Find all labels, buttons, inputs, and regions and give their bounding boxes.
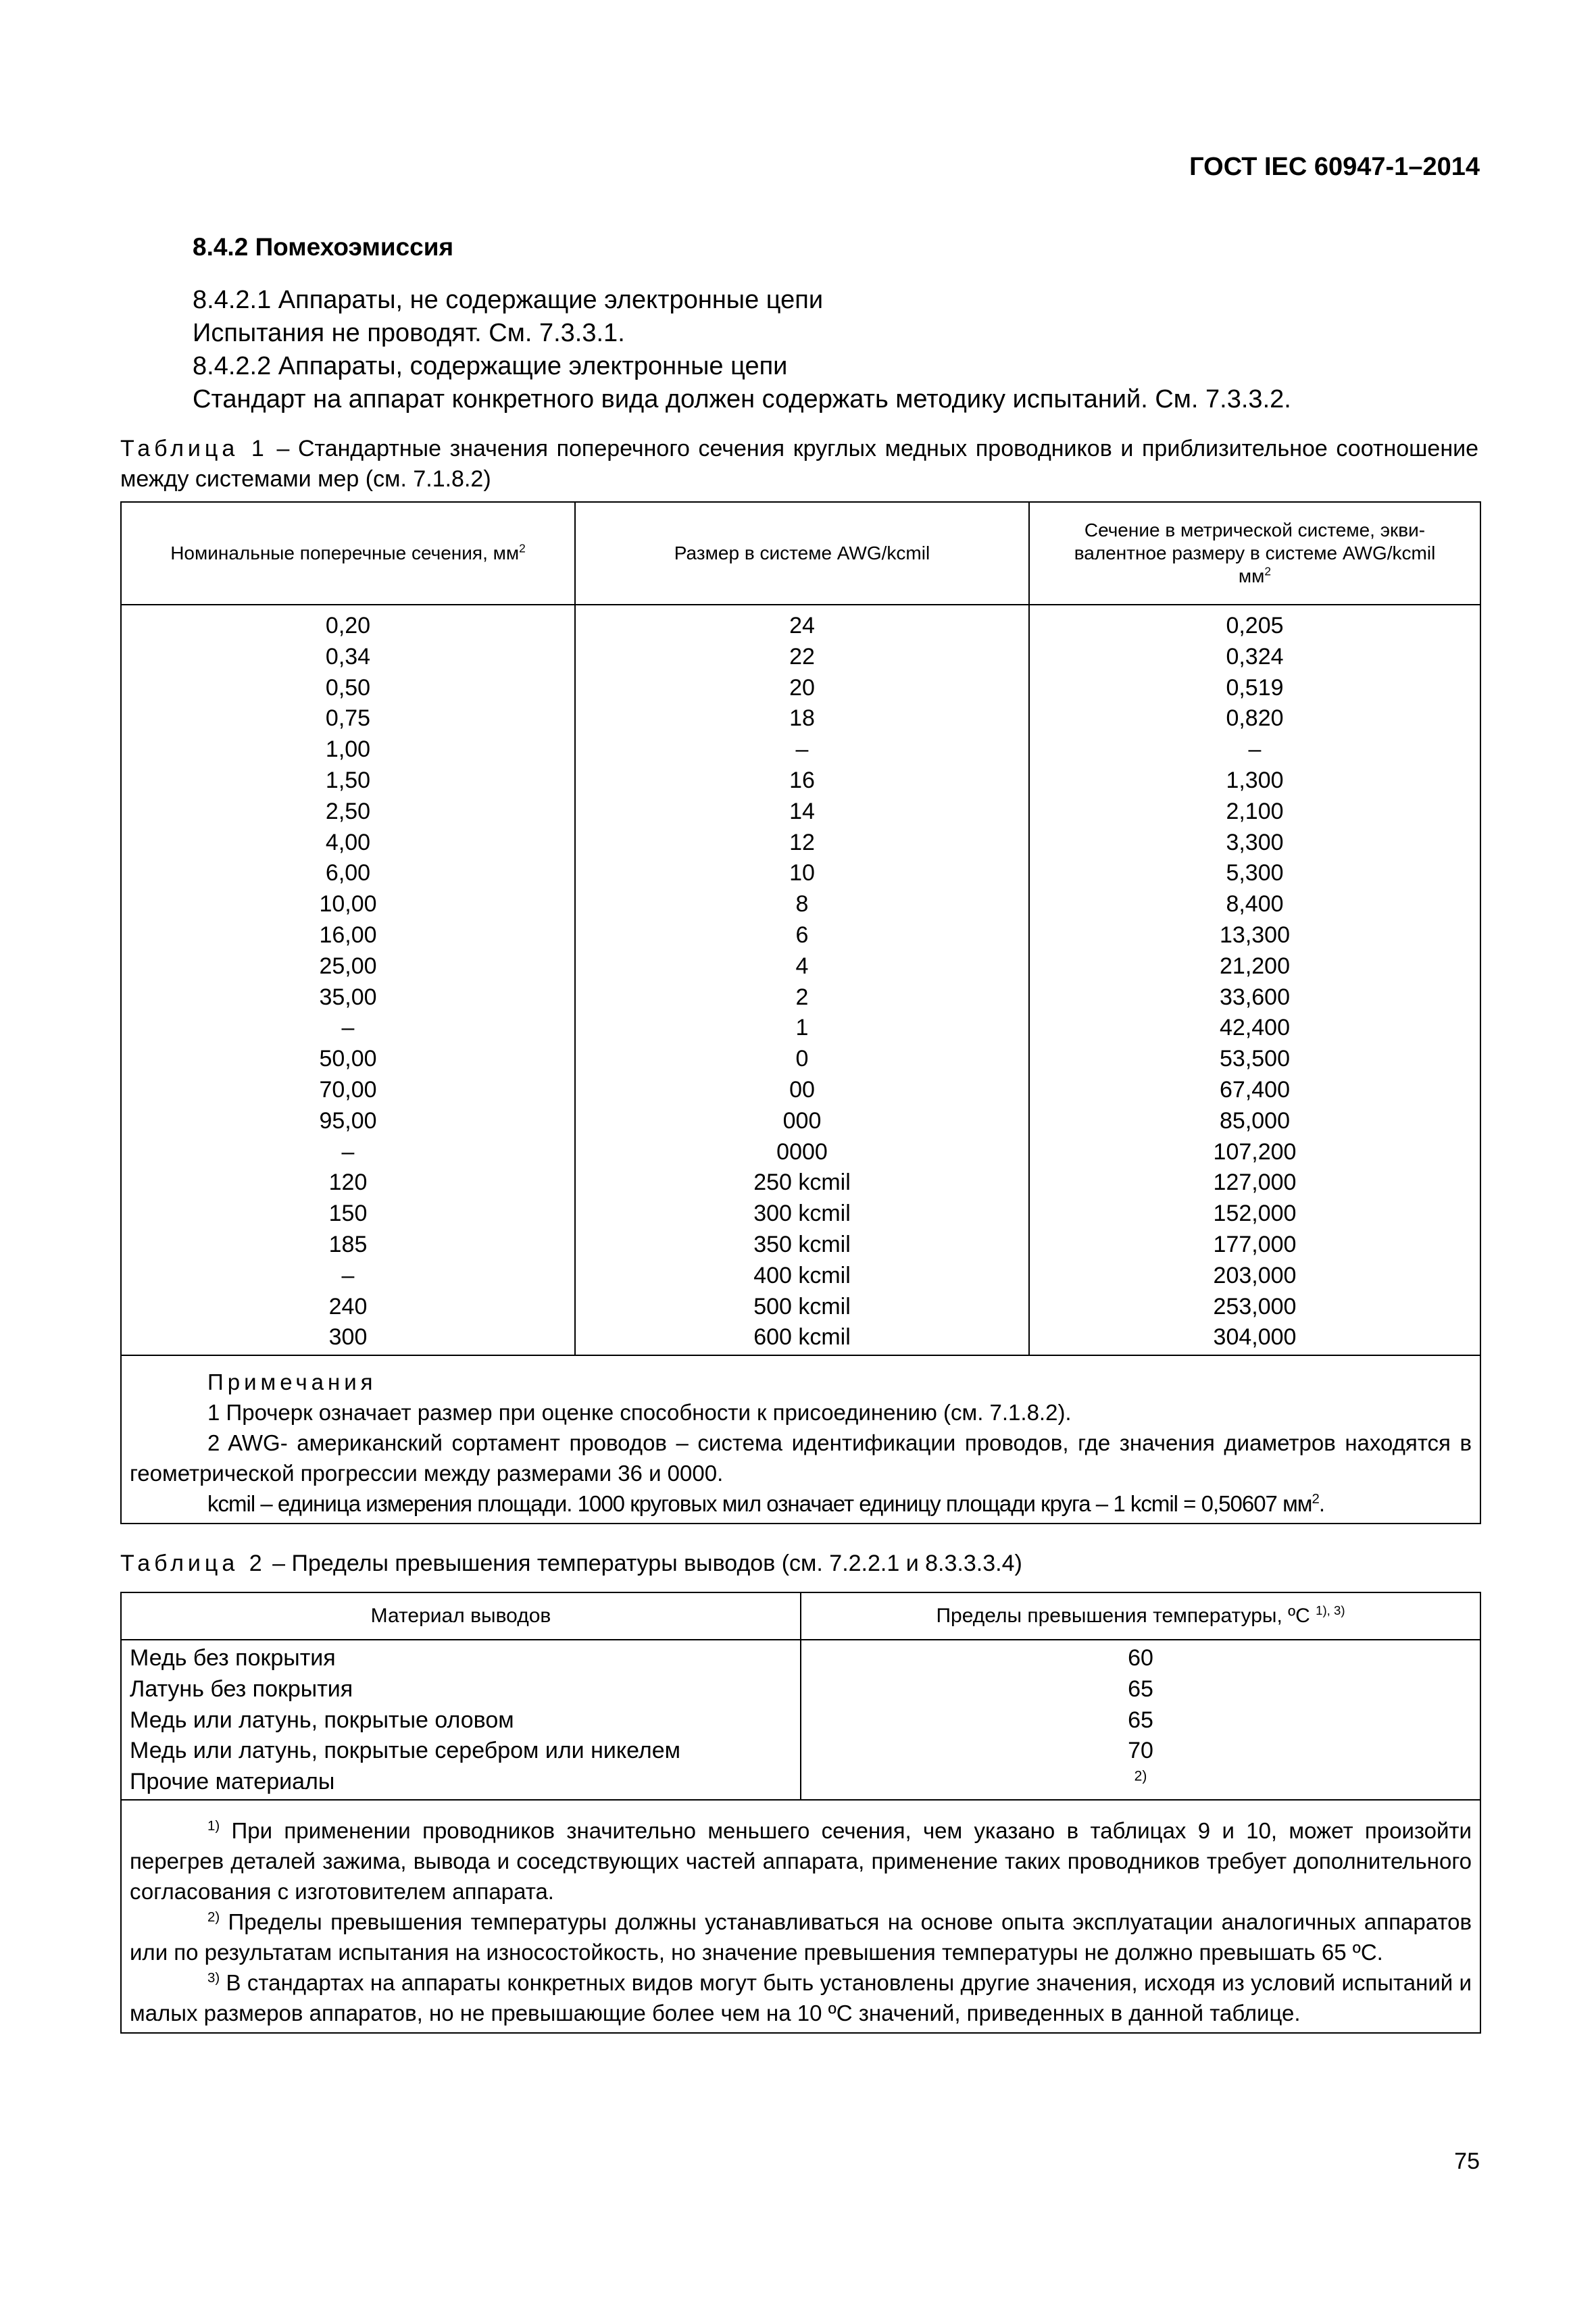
table1-cell-metric-equivalent: – (1248, 736, 1262, 763)
table1-cell-metric-equivalent: 67,400 (1220, 1076, 1290, 1103)
table2-cell-limit: 65 (1128, 1707, 1153, 1733)
table1-cell-awg-size: 300 kcmil (753, 1201, 851, 1227)
table1-label: Таблица 1 (120, 436, 268, 461)
table2-cell-material: Медь без покрытия (130, 1645, 336, 1671)
table1-notes (121, 1355, 1480, 1524)
table1-cell-awg-size: 20 (789, 674, 815, 701)
body-line: Испытания не проводят. См. 7.3.3.1. (193, 319, 625, 347)
table2-cell-material: Прочие материалы (130, 1769, 335, 1795)
table1-cell-cross-section: 50,00 (319, 1046, 377, 1072)
table1-cell-metric-equivalent: 13,300 (1220, 922, 1290, 948)
table2-caption (120, 1549, 1478, 1579)
table1-cell-cross-section: 1,00 (325, 736, 371, 763)
table1-body-row (121, 605, 1480, 1355)
table1-cell-awg-size: 10 (789, 860, 815, 886)
table1-cell-metric-equivalent: 0,820 (1226, 705, 1284, 732)
table1-cell-metric-equivalent: 53,500 (1220, 1046, 1290, 1072)
table1-cell-awg-size: 500 kcmil (753, 1293, 851, 1319)
table2-header-row (121, 1592, 1480, 1640)
table1-cell-metric-equivalent: 0,205 (1226, 613, 1284, 638)
table1-header-row (121, 502, 1480, 605)
table1-cell-metric-equivalent: 177,000 (1213, 1231, 1297, 1257)
table1-cell-metric-equivalent: 1,300 (1226, 767, 1284, 793)
table1-cell-cross-section: 1,50 (325, 767, 371, 793)
table1-header-col1: Номинальные поперечные сечения, $мм^2$ (121, 502, 575, 605)
table1-cell-awg-size: 12 (789, 829, 815, 855)
table2-body-row (121, 1640, 1480, 1800)
table2-materials (121, 1640, 801, 1800)
footnote-2: $^{2)}$ Пределы превышения температуры должны устанавливаться на основе опыта эксплуатации аналогичных аппаратов или по результатам испытания на износостойкость, но значение превышения температуры не должно превышать 65 ºС. (130, 1909, 1472, 1965)
table1-cell-awg-size: 8 (795, 891, 809, 917)
table1-cell-cross-section: 0,20 (325, 613, 371, 638)
table1-cell-metric-equivalent: 304,000 (1213, 1324, 1297, 1351)
table1-col2-values (575, 605, 1029, 1355)
table1-cell-awg-size: 24 (789, 613, 815, 638)
document-code: ГОСТ IEC 60947-1–2014 (1189, 153, 1480, 181)
table1-cell-cross-section: 0,34 (325, 643, 371, 670)
table1-cell-cross-section: 16,00 (319, 922, 377, 948)
table2-header-col1: Материал выводов (121, 1592, 801, 1640)
table1-cell-metric-equivalent: 127,000 (1213, 1169, 1297, 1196)
table1-cell-awg-size: 350 kcmil (753, 1231, 851, 1257)
table1-cell-awg-size: – (795, 736, 809, 763)
page-number: 75 (1454, 2148, 1480, 2174)
table2-header-col2: Пределы превышения температуры, ºC $^{1), 3)}$ (801, 1592, 1480, 1640)
note-3: kcmil – единица измерения площади. 1000 круговых мил означает единицу площади круга – 1 kcmil = 0,50607 $мм^2$. (207, 1491, 1324, 1517)
table2-label: Таблица 2 (120, 1551, 266, 1576)
table1-cell-metric-equivalent: 85,000 (1220, 1107, 1290, 1134)
table1-header-col3: Сечение в метрической системе, экви- валентное размеру в системе AWG/kcmil $мм^2$ (1029, 502, 1480, 605)
table1-cell-metric-equivalent: 203,000 (1213, 1262, 1297, 1288)
table1-caption (120, 434, 1478, 495)
table1-cell-metric-equivalent: 8,400 (1226, 891, 1284, 917)
table1-cell-awg-size: 4 (795, 953, 809, 979)
table1-col1-values (121, 605, 575, 1355)
note-1: 1 Прочерк означает размер при оценке способности к присоединению (см. 7.1.8.2). (207, 1400, 1072, 1426)
note-2: 2 AWG- американский сортамент проводов – система идентификации проводов, где значения диаметров находятся в геометрической прогрессии между размерами 36 и 0000. (130, 1430, 1472, 1486)
table1-cell-awg-size: 6 (795, 922, 809, 948)
body-line: Стандарт на аппарат конкретного вида должен содержать методику испытаний. См. 7.3.3.2. (193, 385, 1291, 413)
table1-cell-cross-section: 95,00 (319, 1107, 377, 1134)
table1-cell-cross-section: – (341, 1262, 355, 1288)
table1-cell-awg-size: 18 (789, 705, 815, 732)
body-line: 8.4.2.1 Аппараты, не содержащие электронные цепи (193, 286, 824, 314)
table1-cell-cross-section: 150 (328, 1201, 368, 1227)
table2-limits (801, 1640, 1480, 1800)
table2-cell-material: Латунь без покрытия (130, 1676, 353, 1702)
table1-cell-metric-equivalent: 21,200 (1220, 953, 1290, 979)
table1-cell-cross-section: 2,50 (325, 798, 371, 824)
table2-cell-limit: 65 (1128, 1676, 1153, 1702)
table1-cell-cross-section: 0,50 (325, 674, 371, 701)
table1-cell-awg-size: 0000 (776, 1138, 828, 1165)
table1-cell-cross-section: 4,00 (325, 829, 371, 855)
body-line: 8.4.2.2 Аппараты, содержащие электронные цепи (193, 352, 788, 380)
table1-cell-cross-section: 300 (328, 1324, 368, 1351)
table1-notes-row (121, 1355, 1480, 1524)
table1-cell-cross-section: – (341, 1138, 355, 1165)
table1-cell-cross-section: 25,00 (319, 953, 377, 979)
table1-cell-awg-size: 22 (789, 643, 815, 670)
table2-cell-material: Медь или латунь, покрытые серебром или никелем (130, 1738, 681, 1764)
table1-cell-metric-equivalent: 107,200 (1213, 1138, 1297, 1165)
table1-caption-text: – Стандартные значения поперечного сечения круглых медных проводников и приблизительное соотношение между системами мер (см. 7.1.8.2) (120, 436, 1478, 492)
table1-cell-cross-section: 10,00 (319, 891, 377, 917)
table1-cell-awg-size: 1 (795, 1015, 809, 1041)
table1-cell-cross-section: 0,75 (325, 705, 371, 732)
section-body (193, 284, 1291, 416)
table1-cell-awg-size: 00 (789, 1076, 815, 1103)
table2-cell-limit-other (801, 1767, 1480, 1798)
table1-cell-awg-size: 2 (795, 984, 809, 1010)
table1-cell-cross-section: – (341, 1015, 355, 1041)
table1-cell-awg-size: 250 kcmil (753, 1169, 851, 1196)
table1-cell-awg-size: 000 (782, 1107, 822, 1134)
table1-cell-metric-equivalent: 253,000 (1213, 1293, 1297, 1319)
table1-cell-cross-section: 120 (328, 1169, 368, 1196)
notes-heading: Примечания (207, 1369, 377, 1395)
table1-header-col2: Размер в системе AWG/kcmil (575, 502, 1029, 605)
footnote-1: $^{1)}$ При применении проводников значительно меньшего сечения, чем указано в таблицах 9 и 10, может произойти перегрев деталей зажима, вывода и соседствующих частей аппарата, применение таких проводников требует дополнительного согласования с изготовителем аппарата. (130, 1817, 1472, 1904)
table1-cell-metric-equivalent: 42,400 (1220, 1015, 1290, 1041)
table2-footnotes-row (121, 1800, 1480, 2033)
table1-cell-metric-equivalent: 33,600 (1220, 984, 1290, 1010)
table2-limit-footnote-mark: 2) (1134, 1768, 1147, 1784)
table1-cell-awg-size: 14 (789, 798, 815, 824)
table1-cell-awg-size: 400 kcmil (753, 1262, 851, 1288)
table2-cell-limit: 70 (1128, 1738, 1153, 1764)
table1-cell-cross-section: 70,00 (319, 1076, 377, 1103)
table2-cell-material: Медь или латунь, покрытые оловом (130, 1707, 514, 1733)
table2-cell-limit: 60 (1128, 1645, 1153, 1671)
table1-cell-metric-equivalent: 5,300 (1226, 860, 1284, 886)
table2-footnotes (121, 1800, 1480, 2033)
section-title: 8.4.2 Помехоэмиссия (193, 233, 454, 261)
table1-col3-values (1029, 605, 1480, 1355)
table1-cell-metric-equivalent: 152,000 (1213, 1201, 1297, 1227)
table1-cell-metric-equivalent: 0,324 (1226, 643, 1284, 670)
footnote-3: $^{3)}$ В стандартах на аппараты конкретных видов могут быть установлены другие значения, исходя из условий испытаний и малых размеров аппаратов, но не превышающие более чем на 10 ºС значений, приведенных в данной таблице. (130, 1969, 1472, 2026)
table1-cell-cross-section: 185 (328, 1231, 368, 1257)
table1-cell-awg-size: 600 kcmil (753, 1324, 851, 1351)
table1-cell-cross-section: 6,00 (325, 860, 371, 886)
table1-cell-awg-size: 16 (789, 767, 815, 793)
table2-caption-text: – Пределы превышения температуры выводов (см. 7.2.2.1 и 8.3.3.3.4) (266, 1551, 1022, 1576)
table1-cell-metric-equivalent: 0,519 (1226, 674, 1284, 701)
table1-cell-cross-section: 240 (328, 1293, 368, 1319)
table1 (120, 501, 1481, 1524)
table2 (120, 1592, 1481, 2034)
table1-cell-metric-equivalent: 3,300 (1226, 829, 1284, 855)
table1-cell-cross-section: 35,00 (319, 984, 377, 1010)
table1-cell-metric-equivalent: 2,100 (1226, 798, 1284, 824)
table1-cell-awg-size: 0 (795, 1046, 809, 1072)
